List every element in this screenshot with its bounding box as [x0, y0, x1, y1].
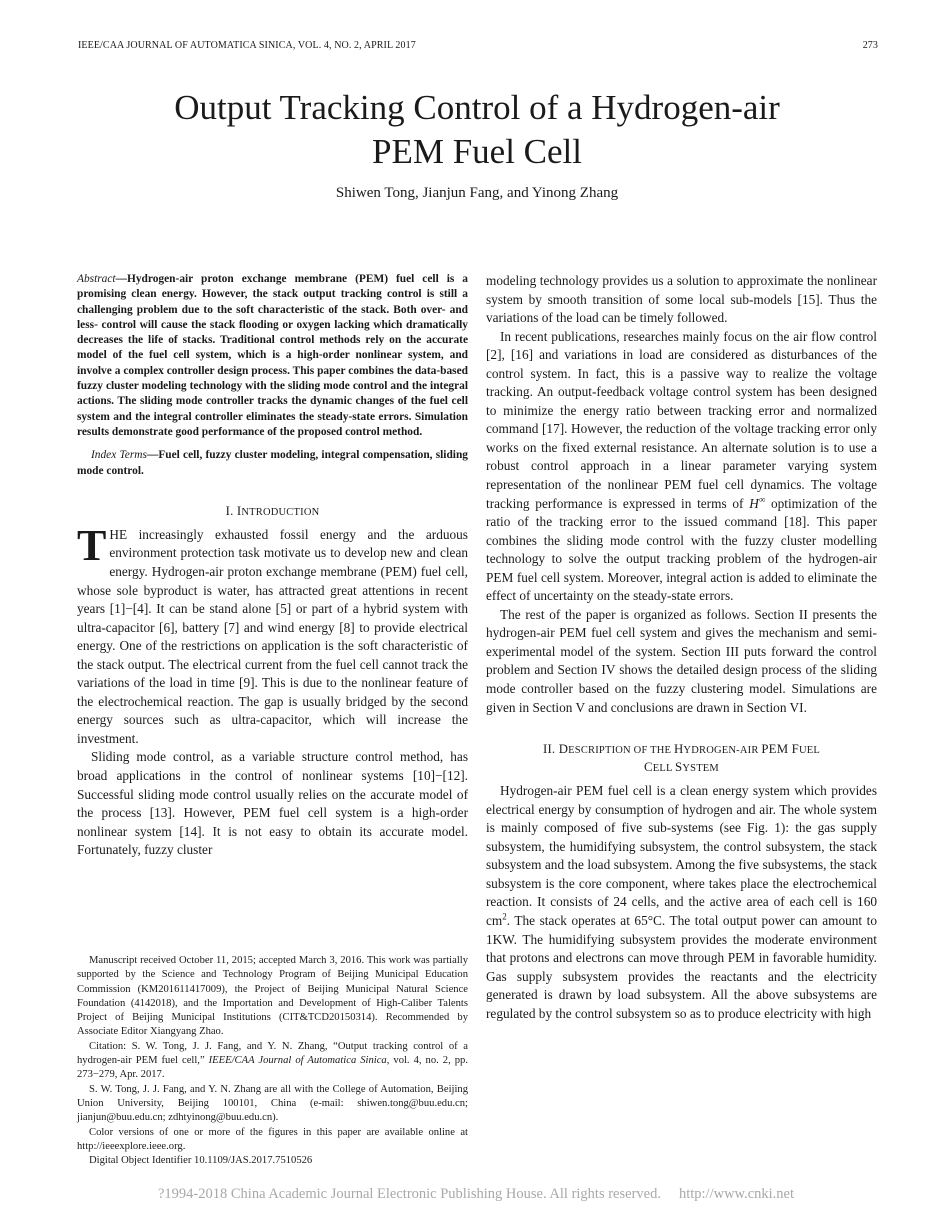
drop-cap: T: [77, 520, 107, 570]
section-heading-introduction: I. INTRODUCTION: [225, 503, 320, 518]
watermark-copyright: ?1994-2018 China Academic Journal Electronic Publishing House. All rights reserved.: [157, 1186, 661, 1202]
footnote-color-note: Color versions of one or more of the figures in this paper are available online at http://ieeexplore.ieee.org.: [77, 1126, 468, 1152]
index-terms: [77, 448, 468, 479]
abstract-text: —Hydrogen-air proton exchange membrane (PEM) fuel cell is a promising clean energy. However, the stack output tracking control is still a challenging problem due to the soft characteristic of the stack. Both over- and less- control will cause the stack flooding or oxygen lacking which dramatically decreases the life of stacks. Traditional control methods rely on the accurate model of the fuel cell system, which is a high-order nonlinear system, and involve a complex controller design process. This paper combines the data-based fuzzy cluster modeling technology with the sliding mode control and the integral actions. The sliding mode controller tracks the dynamic changes of the fuel cell system and the integral controller eliminates the steady-state errors. Simulation results demonstrate good performance of the proposed control method.: [77, 273, 468, 438]
footnote-received: Manuscript received October 11, 2015; accepted March 3, 2016. This work was partially supported by the Science and Technology Program of Beijing Municipal Education Commission (KM201611417009), the Project of Beijing Municipal Natural Science Foundation (4142018), and the Importation and Development of High-Caliber Talents Project of Beijing Municipal Institutions (CIT&TCD20150314). Recommended by Associate Editor Xiangyang Zhao.: [77, 955, 468, 1038]
title-line-2: PEM Fuel Cell: [371, 132, 583, 171]
footnote-affiliation: S. W. Tong, J. J. Fang, and Y. N. Zhang are all with the College of Automation, Beijing Union University, Beijing 100101, China (e-mail: shiwen.tong@buu.edu.cn; jianjun@buu.edu.cn; zdhtyinong@buu.edu.cn).: [77, 1083, 468, 1124]
intro-paragraph-2-continued: modeling technology provides us a solution to approximate the nonlinear system by smooth transition of some local sub-models [15]. Thus the variations of the load can be timely followed.: [486, 273, 877, 326]
footnote: [77, 954, 468, 1168]
section2-paragraph-1: Hydrogen-air PEM fuel cell is a clean energy system which provides electrical energy by consumption of hydrogen and air. The whole system is mainly composed of five sub-systems (see Fig. 1): the gas supply subsystem, the humidifying subsystem, the control subsystem, the stack subsystem and the load subsystem. Among the five subsystems, the stack subsystem is the core component, where takes place the electrochemical reaction. It consists of 24 cells, and the active area of each cell is 160 $cm^2$. The stack operates at 65°C. The total output power can amount to 1KW. The humidifying subsystem provides the moderate environment that protons and electrons can move through PEM in favorable humidity. Gas supply subsystem provides the reactants and the electricity generated is drawn by load subsystem. All the above subsystems are regulated by the control subsystem so as to produce electricity with high: [486, 783, 877, 1021]
abstract-label: Abstract: [77, 273, 116, 285]
running-header: [78, 40, 878, 54]
footnote-doi: Digital Object Identifier 10.1109/JAS.2017.7510526: [89, 1155, 313, 1167]
index-terms-label: Index Terms: [91, 449, 147, 462]
intro-paragraph-1: THE increasingly exhausted fossil energy and the arduous environment protection task motivate us to develop new and clean energy. Hydrogen-air proton exchange membrane (PEM) fuel cell, whose sole byproduct is water, has attracted great attentions in recent years [1]−[4]. It can be stand alone [5] or part of a hybrid system with ultra-capacitor [6], battery [7] and wind energy [8] to provide electrical energy. One of the restrictions on application is the soft characteristic of the stack output. The electrical current from the fuel cell cannot track the variations of the load in time [9]. This is due to the nonlinear feature of the electrochemical reaction. The gap is usually bridged by the second energy sources such as ultra-capacitor, which will increase the investment.: [77, 520, 468, 746]
index-terms-text: —Fuel cell, fuzzy cluster modeling, integral compensation, sliding mode control.: [77, 449, 468, 477]
journal-name: IEEE/CAA JOURNAL OF AUTOMATICA SINICA, VOL. 4, NO. 2, APRIL 2017: [78, 40, 416, 51]
intro-paragraph-2: Sliding mode control, as a variable structure control method, has broad applications in the control of nonlinear systems [10]−[12]. Successful sliding mode control usually relies on the accurate model of the process [13]. However, PEM fuel cell system is a high-order nonlinear system [14]. It is not easy to obtain its accurate model. Fortunately, fuzzy cluster: [77, 749, 468, 858]
intro-paragraph-3: In recent publications, researches mainly focus on the air flow control [2], [16] and variations in load are considered as disturbances of the control system. In fact, this is a passive way to realize the voltage tracking. An output-feedback voltage control system has been designed to minimize the energy ratio between tracking error and normalized command [17]. However, the reduction of the voltage tracking error only works on the fixed external resistance. An alternate solution is to use a robust control approach in a linear parameter varying system representation of the nonlinear PEM fuel cell dynamics. The voltage tracking performance is expressed in terms of H∞ optimization of the ratio of the tracking error to the issued command [18]. This paper combines the sliding mode control with the fuzzy cluster modelling technology to solve the output tracking problem of the hydrogen-air PEM fuel cell system. Moreover, integral action is added to eliminate the effect of uncertainty on the steady-state errors.: [486, 328, 877, 604]
section-heading-description: II. DESCRIPTION OF THE HYDROGEN-AIR PEM FUEL CELL SYSTEM: [542, 742, 821, 775]
footnote-citation: Citation: S. W. Tong, J. J. Fang, and Y. N. Zhang, “Output tracking control of a hydrogen-air PEM fuel cell,” IEEE/CAA Journal of Automatica Sinica, vol. 4, no. 2, pp. 273−279, Apr. 2017.: [77, 1040, 469, 1081]
section-number: II.: [542, 742, 556, 757]
abstract: [77, 272, 468, 440]
left-column: [77, 272, 468, 860]
author-list: Shiwen Tong, Jianjun Fang, and Yinong Zhang: [335, 185, 619, 201]
h-infinity-symbol: H: [749, 495, 759, 511]
title-line-1: Output Tracking Control of a Hydrogen-air: [174, 88, 780, 127]
intro-paragraph-4: The rest of the paper is organized as follows. Section II presents the hydrogen-air PEM fuel cell system and gives the mechanism and semi-experimental model of the system. Section III puts forward the control problem and Section IV shows the detailed design process of the sliding mode controller based on the fuzzy clustering model. Simulations are given in Section V and conclusions are drawn in Section VI.: [486, 606, 877, 715]
right-column: [486, 272, 877, 1023]
page-number: 273: [862, 40, 878, 51]
paper-title: [78, 86, 876, 174]
section-number: I.: [225, 503, 234, 518]
watermark-url: http://www.cnki.net: [678, 1186, 794, 1202]
copyright-watermark: [0, 1186, 952, 1203]
